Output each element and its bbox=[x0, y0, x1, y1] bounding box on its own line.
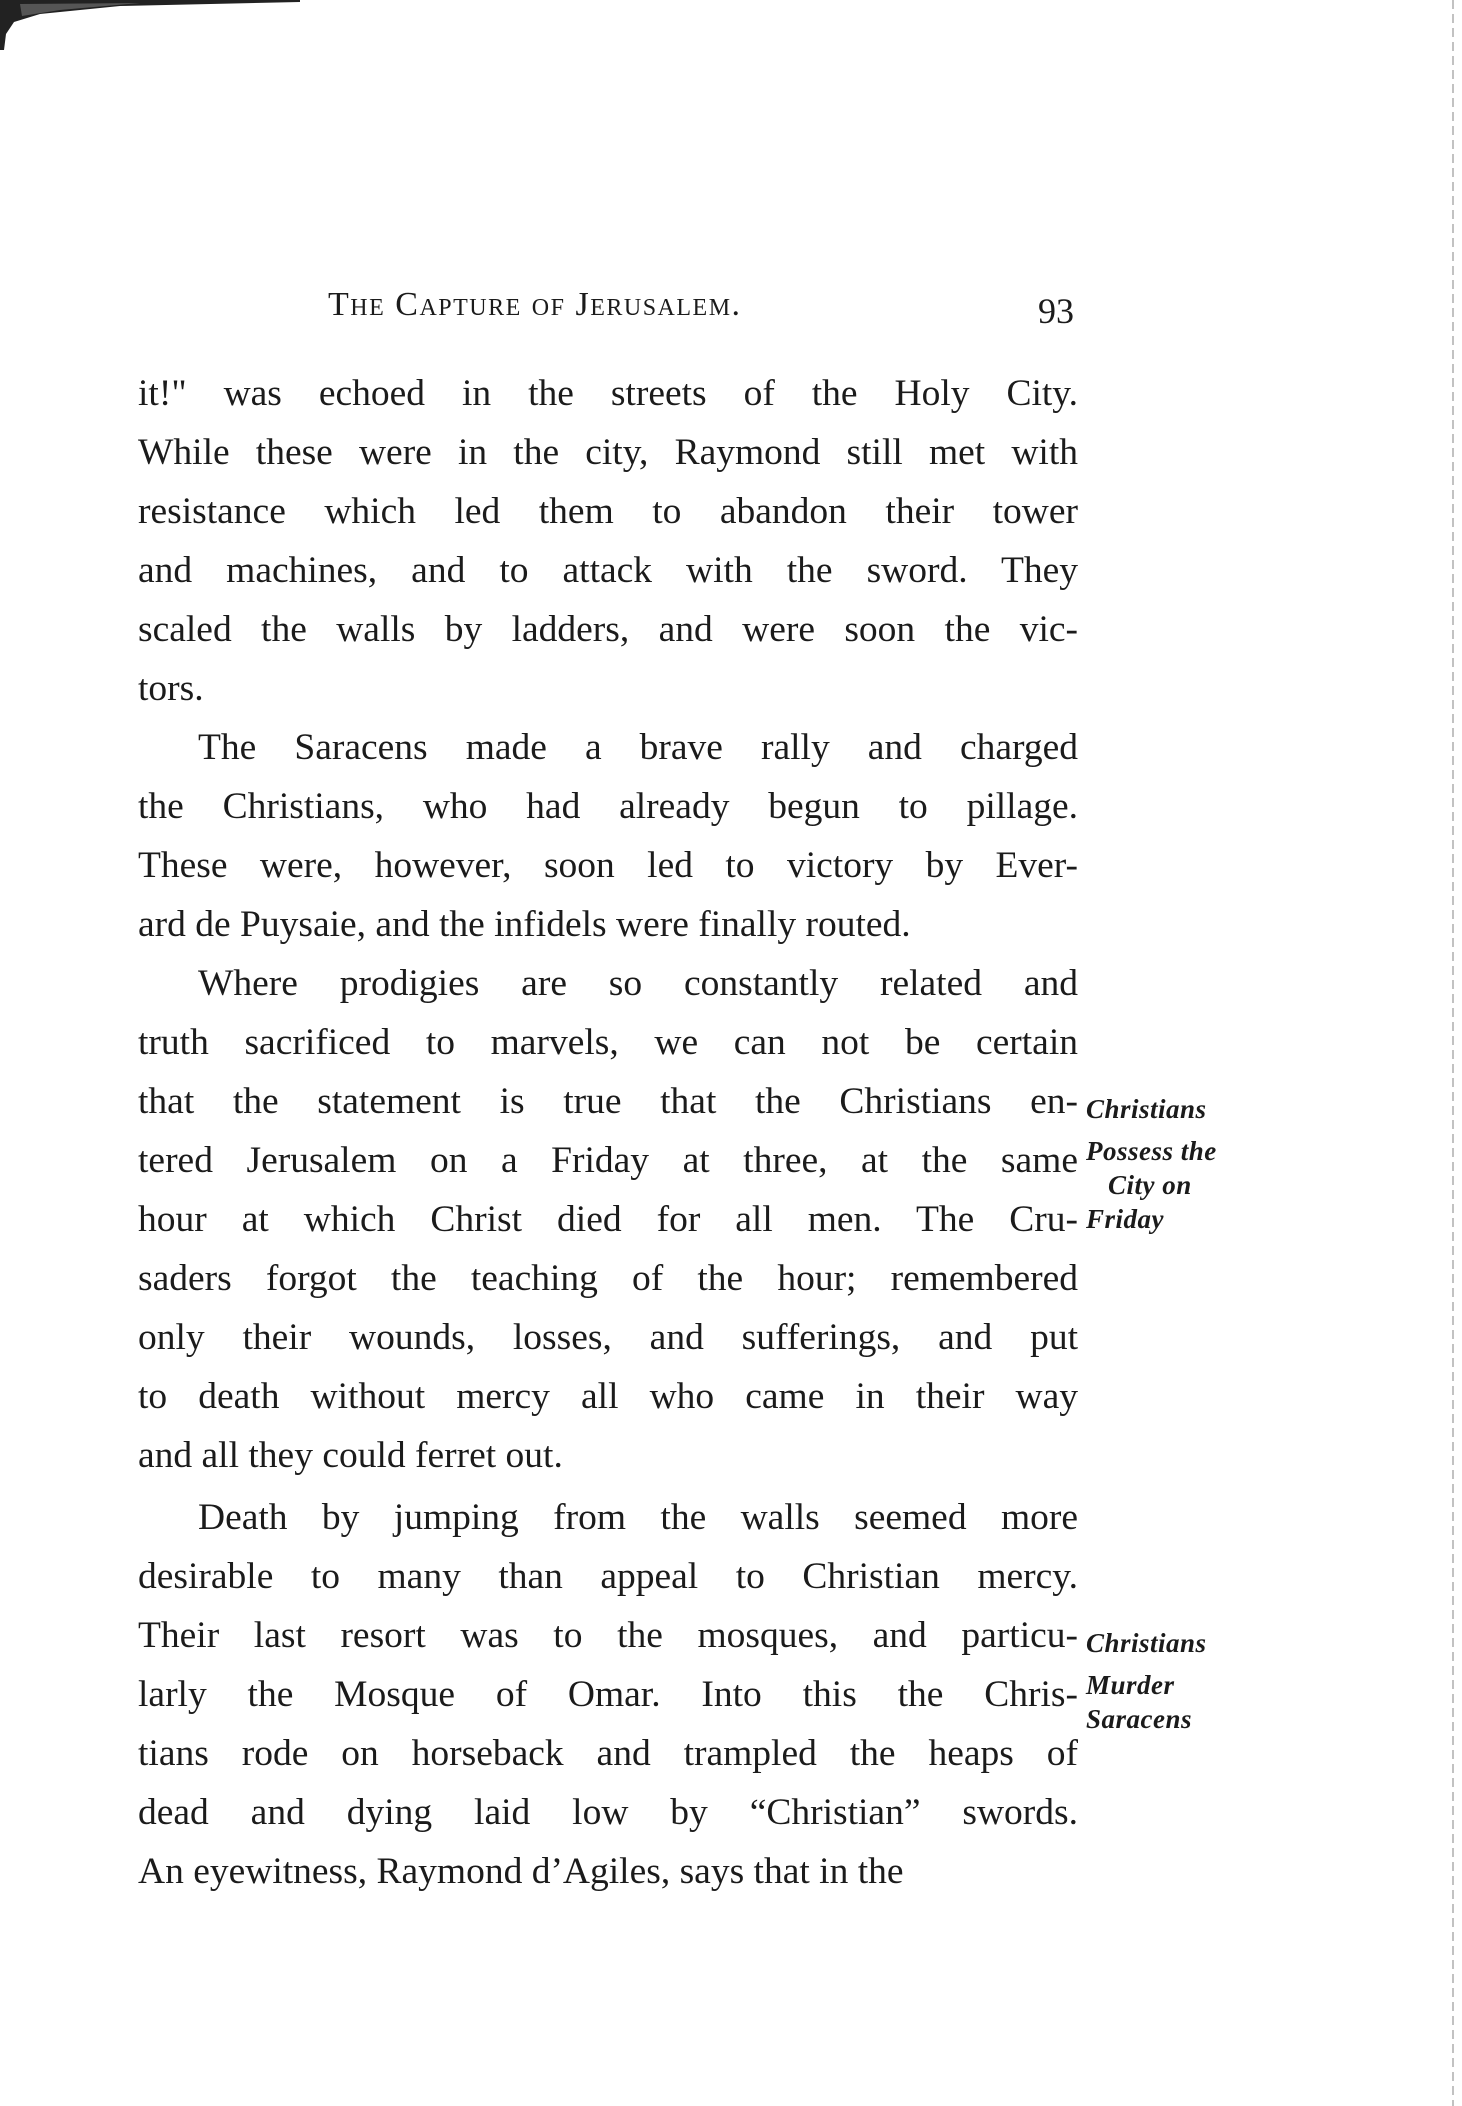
text-line: These were, however, soon led to victory by Ever- bbox=[138, 845, 1078, 886]
sidenote-christians-possess-city bbox=[1086, 1092, 1276, 1236]
running-head bbox=[328, 286, 1088, 336]
sidenote-line: Possess the bbox=[1086, 1136, 1217, 1166]
text-line: The Saracens made a brave rally and charged bbox=[198, 727, 1078, 768]
sidenote-line: Murder bbox=[1086, 1670, 1175, 1700]
sidenote-line: Christians bbox=[1086, 1094, 1207, 1124]
text-line: it!" was echoed in the streets of the Holy City. bbox=[138, 373, 1078, 414]
text-line: larly the Mosque of Omar. Into this the Chris- bbox=[138, 1674, 1078, 1715]
text-line: and machines, and to attack with the sword. They bbox=[138, 550, 1078, 591]
scan-edge-line bbox=[1452, 0, 1454, 2106]
text-line: Where prodigies are so constantly related and bbox=[198, 963, 1078, 1004]
text-line: and all they could ferret out. bbox=[138, 1435, 563, 1476]
text-line: dead and dying laid low by “Christian” swords. bbox=[138, 1792, 1078, 1833]
text-line: saders forgot the teaching of the hour; remembered bbox=[138, 1258, 1078, 1299]
text-line: to death without mercy all who came in their way bbox=[138, 1376, 1078, 1417]
text-line: Death by jumping from the walls seemed more bbox=[198, 1497, 1078, 1538]
page-number: 93 bbox=[1038, 291, 1074, 331]
text-line: tians rode on horseback and trampled the heaps of bbox=[138, 1733, 1078, 1774]
text-line: desirable to many than appeal to Christian mercy. bbox=[138, 1556, 1078, 1597]
sidenote-line: Friday bbox=[1086, 1204, 1165, 1234]
scan-edge-mark bbox=[0, 0, 330, 50]
sidenote-line: City on bbox=[1108, 1170, 1192, 1200]
text-line: scaled the walls by ladders, and were soon the vic- bbox=[138, 609, 1078, 650]
text-line: hour at which Christ died for all men. The Cru- bbox=[138, 1199, 1078, 1240]
text-line: Their last resort was to the mosques, and particu- bbox=[138, 1615, 1078, 1656]
text-line: tered Jerusalem on a Friday at three, at the same bbox=[138, 1140, 1078, 1181]
text-line: tors. bbox=[138, 668, 204, 709]
text-line: truth sacrificed to marvels, we can not be certain bbox=[138, 1022, 1078, 1063]
text-line: resistance which led them to abandon their tower bbox=[138, 491, 1078, 532]
text-line: An eyewitness, Raymond d’Agiles, says that in the bbox=[138, 1851, 904, 1892]
text-line: ard de Puysaie, and the infidels were finally routed. bbox=[138, 904, 911, 945]
sidenote-line: Saracens bbox=[1086, 1704, 1193, 1734]
sidenote-christians-murder-saracens bbox=[1086, 1626, 1276, 1736]
text-line: While these were in the city, Raymond still met with bbox=[138, 432, 1078, 473]
running-title: The Capture of Jerusalem. bbox=[328, 286, 742, 323]
sidenote-line: Christians bbox=[1086, 1628, 1207, 1658]
text-line: the Christians, who had already begun to pillage. bbox=[138, 786, 1078, 827]
text-line: only their wounds, losses, and sufferings, and put bbox=[138, 1317, 1078, 1358]
text-line: that the statement is true that the Christians en- bbox=[138, 1081, 1078, 1122]
